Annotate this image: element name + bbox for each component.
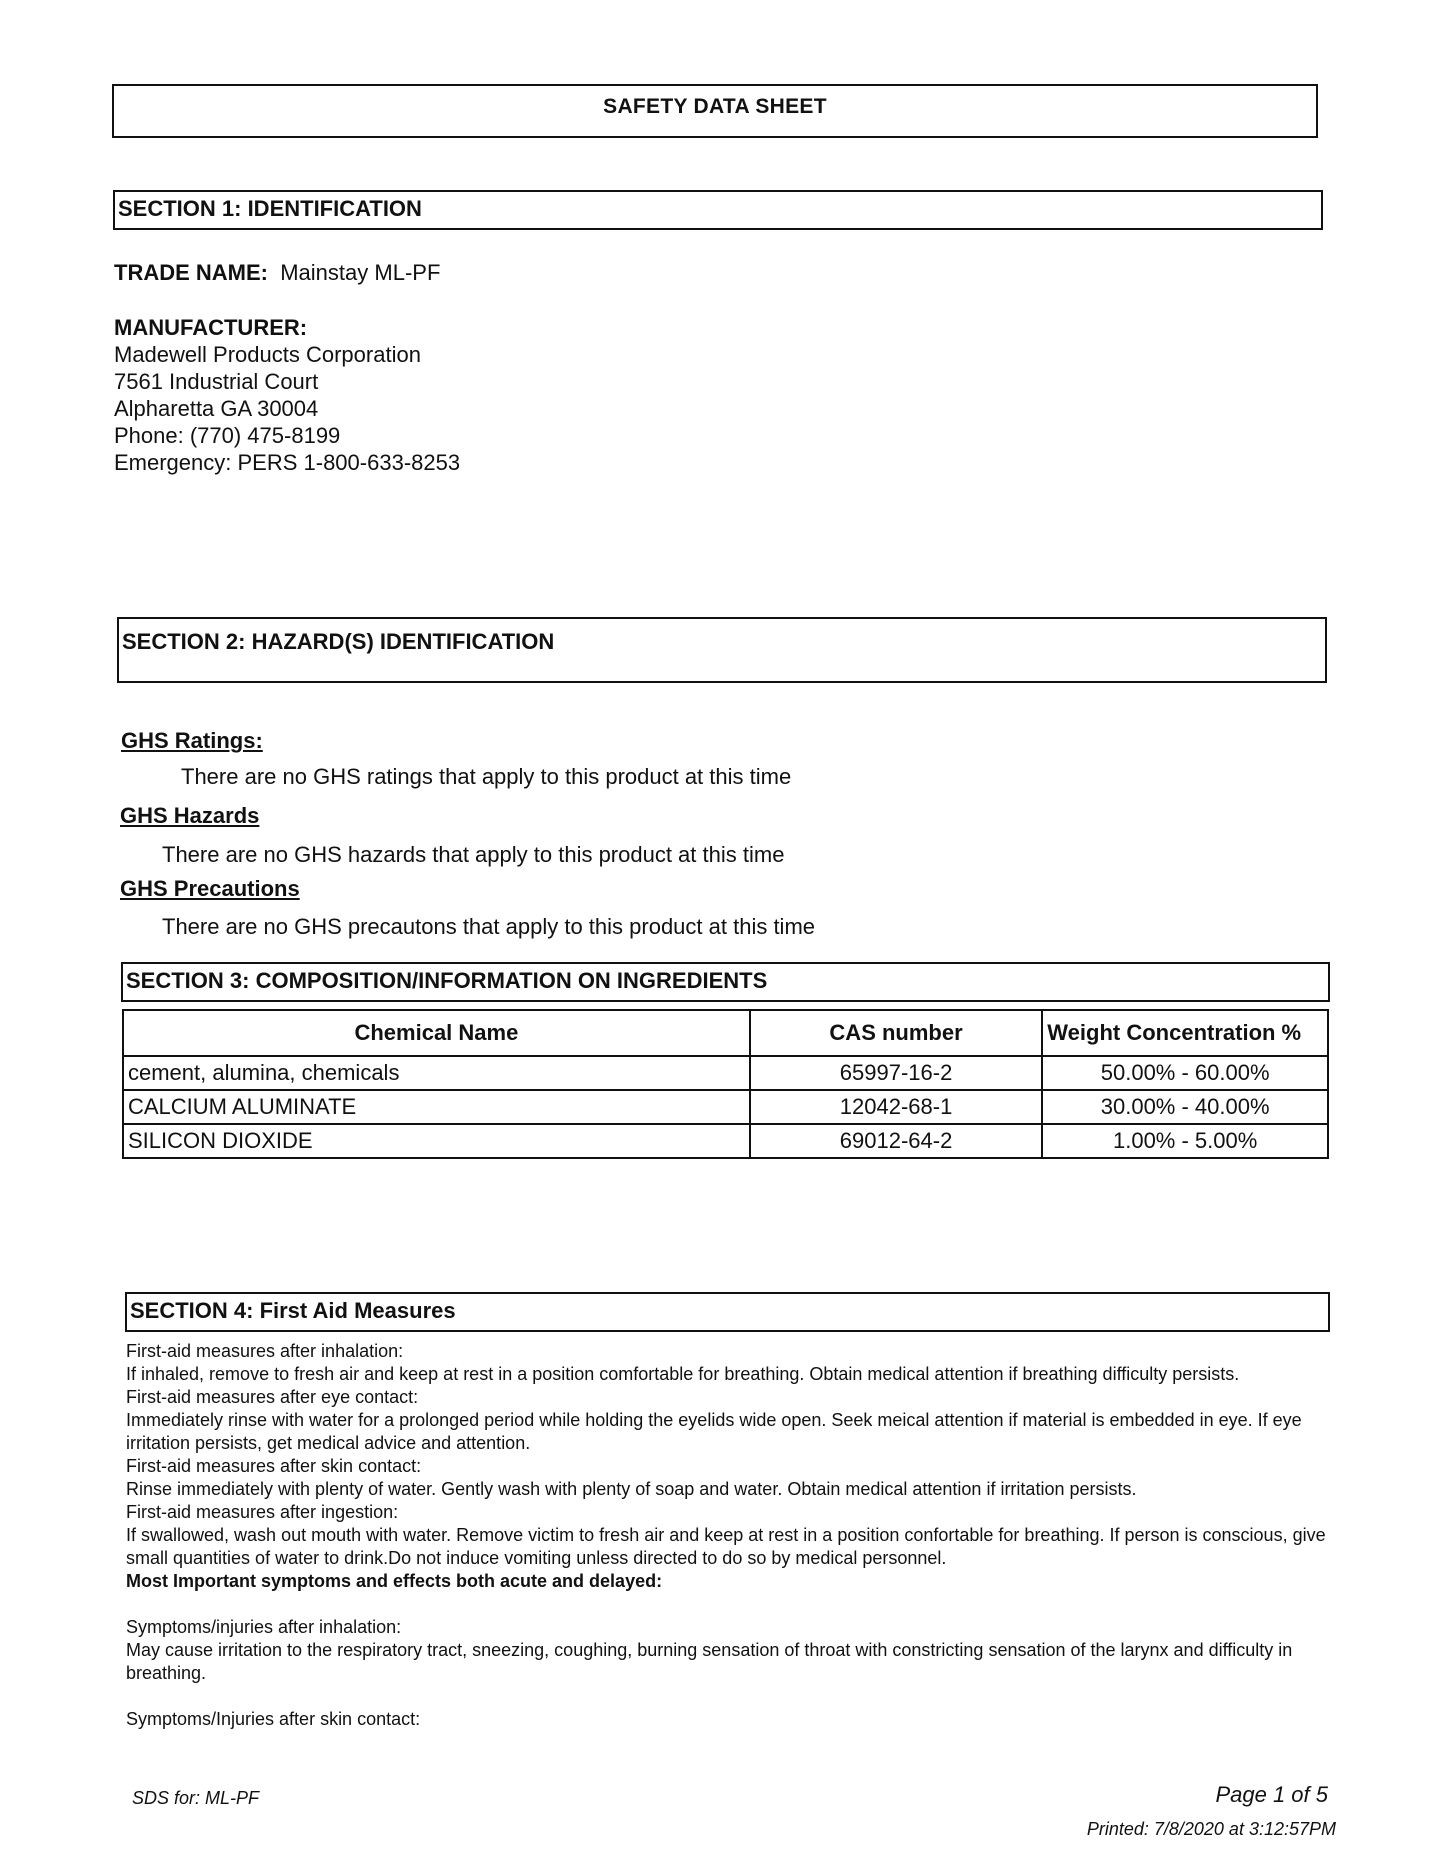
manufacturer-line-5: Emergency: PERS 1-800-633-8253 [114, 450, 461, 475]
weight-concentration-cell: 1.00% - 5.00% [1042, 1124, 1328, 1158]
footer-page-number: Page 1 of 5 [1215, 1782, 1328, 1807]
first-aid-line: First-aid measures after skin contact: [126, 1456, 422, 1476]
manufacturer-line-2: 7561 Industrial Court [114, 369, 319, 394]
weight-concentration-cell: 30.00% - 40.00% [1042, 1090, 1328, 1124]
trade-name-value: Mainstay ML-PF [280, 260, 441, 285]
spacer [126, 1593, 1341, 1616]
symptoms-inhalation-label: Symptoms/injuries after inhalation: [126, 1617, 402, 1637]
document-title: SAFETY DATA SHEET [112, 84, 1318, 138]
section1-heading: SECTION 1: IDENTIFICATION [113, 190, 1323, 230]
ghs-precautions-heading: GHS Precautions [120, 876, 300, 901]
section3-heading: SECTION 3: COMPOSITION/INFORMATION ON INGREDIENTS [121, 962, 1330, 1002]
column-header-cas-number: CAS number [750, 1010, 1043, 1056]
cas-number-cell: 69012-64-2 [750, 1124, 1043, 1158]
ghs-hazards-text: There are no GHS hazards that apply to this product at this time [162, 842, 785, 867]
weight-concentration-cell: 50.00% - 60.00% [1042, 1056, 1328, 1090]
symptoms-skin-label: Symptoms/Injuries after skin contact: [126, 1709, 421, 1729]
ghs-ratings-heading: GHS Ratings: [121, 728, 263, 753]
footer-printed-date: Printed: 7/8/2020 at 3:12:57PM [1086, 1819, 1336, 1839]
symptoms-heading: Most Important symptoms and effects both acute and delayed: [126, 1571, 663, 1591]
first-aid-line: First-aid measures after inhalation: [126, 1341, 404, 1361]
manufacturer-label: MANUFACTURER: [114, 315, 308, 340]
section2-heading: SECTION 2: HAZARD(S) IDENTIFICATION [117, 617, 1327, 683]
column-header-chemical-name: Chemical Name [123, 1010, 750, 1056]
cas-number-cell: 12042-68-1 [750, 1090, 1043, 1124]
chemical-name-cell: cement, alumina, chemicals [123, 1056, 750, 1090]
cas-number-cell: 65997-16-2 [750, 1056, 1043, 1090]
manufacturer-line-3: Alpharetta GA 30004 [114, 396, 319, 421]
chemical-name-cell: SILICON DIOXIDE [123, 1124, 750, 1158]
table-header-row [123, 1010, 1328, 1056]
first-aid-line: First-aid measures after ingestion: [126, 1502, 399, 1522]
section4-heading: SECTION 4: First Aid Measures [125, 1292, 1330, 1332]
ghs-precautions-text: There are no GHS precautons that apply to this product at this time [162, 914, 816, 939]
trade-name-label: TRADE NAME: [114, 260, 268, 285]
manufacturer-line-4: Phone: (770) 475-8199 [114, 423, 341, 448]
spacer [126, 1685, 1341, 1708]
ghs-ratings-text: There are no GHS ratings that apply to this product at this time [181, 764, 792, 789]
ghs-hazards-heading: GHS Hazards [120, 803, 260, 828]
ingredients-table [122, 1009, 1329, 1159]
chemical-name-cell: CALCIUM ALUMINATE [123, 1090, 750, 1124]
symptoms-inhalation-text: May cause irritation to the respiratory tract, sneezing, coughing, burning sensation of throat with constricting sensation of the larynx and difficulty in breathing. [126, 1640, 1293, 1683]
first-aid-text [126, 1340, 1341, 1731]
manufacturer-line-1: Madewell Products Corporation [114, 342, 421, 367]
first-aid-line: Immediately rinse with water for a prolonged period while holding the eyelids wide open. Seek meical attention if material is embedded in eye. If eye irritation persists, get medical advice and attention. [126, 1410, 1302, 1453]
first-aid-line: First-aid measures after eye contact: [126, 1387, 419, 1407]
first-aid-line: Rinse immediately with plenty of water. Gently wash with plenty of soap and water. Obtain medical attention if irritation persists. [126, 1479, 1137, 1499]
footer-sds-for: SDS for: ML-PF [132, 1788, 260, 1808]
trade-name-row [114, 259, 440, 286]
first-aid-line: If inhaled, remove to fresh air and keep at rest in a position comfortable for breathing. Obtain medical attention if breathing difficulty persists. [126, 1364, 1240, 1384]
table-row [123, 1056, 1328, 1090]
table-row [123, 1124, 1328, 1158]
table-row [123, 1090, 1328, 1124]
column-header-weight-concentration: Weight Concentration % [1042, 1010, 1328, 1056]
first-aid-line: If swallowed, wash out mouth with water. Remove victim to fresh air and keep at rest in a position confortable for breathing. If person is conscious, give small quantities of water to drink.Do not induce vomiting unless directed to do so by medical personnel. [126, 1525, 1326, 1568]
